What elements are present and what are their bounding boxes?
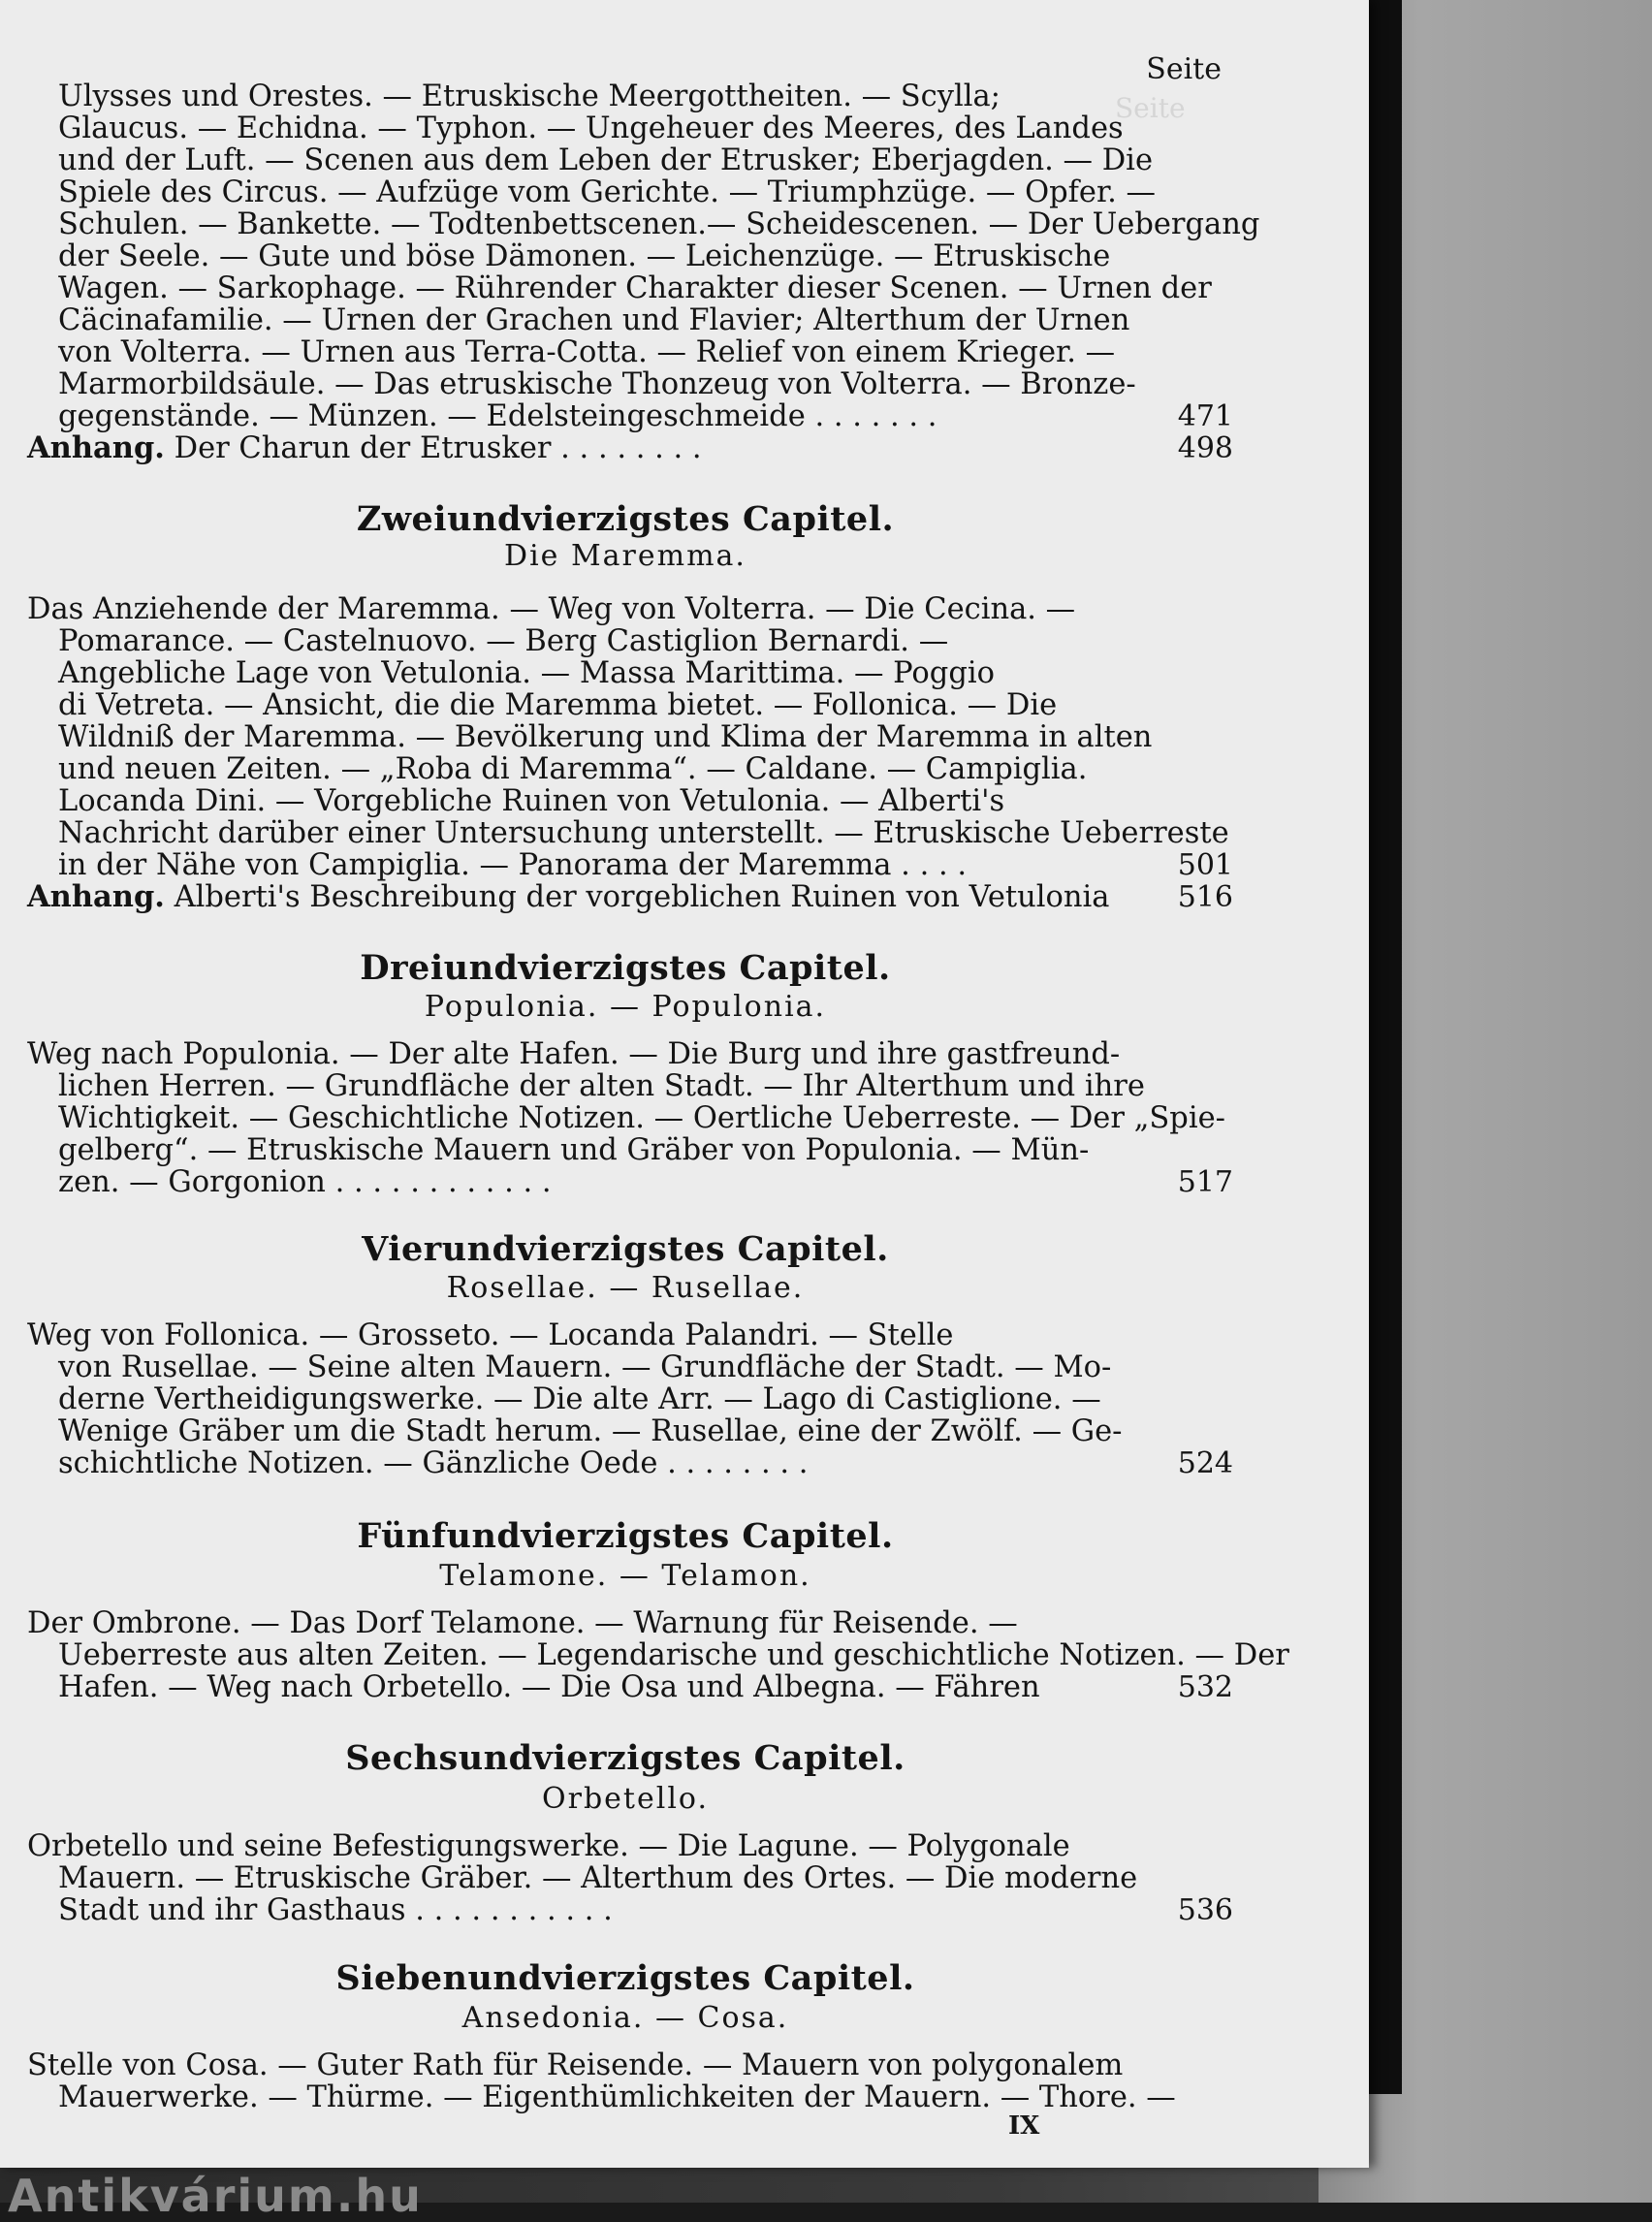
page-number: 517 <box>1177 1165 1233 1199</box>
entry-line: Ueberreste aus alten Zeiten. — Legendarische und geschichtliche Notizen. — Der <box>58 1638 1289 1672</box>
chapter-contents <box>27 2048 1176 2114</box>
entry-line: Cäcinafamilie. — Urnen der Grachen und Flavier; Alterthum der Urnen <box>58 303 1130 337</box>
seite-header: Seite <box>1146 52 1222 86</box>
entry-line: Glaucus. — Echidna. — Typhon. — Ungeheuer des Meeres, des Landes <box>58 111 1124 145</box>
entry-line: Schulen. — Bankette. — Todtenbettscenen.— Scheidescenen. — Der Uebergang <box>58 207 1260 241</box>
entry-line: von Rusellae. — Seine alten Mauern. — Grundfläche der Stadt. — Mo- <box>58 1350 1112 1384</box>
chapter-contents <box>27 1606 1289 1704</box>
entry-line: Hafen. — Weg nach Orbetello. — Die Osa und Albegna. — Fähren 532 <box>58 1670 1233 1704</box>
chapter-title: Dreiundvierzigstes Capitel. <box>360 948 891 988</box>
chapter-subtitle: Rosellae. — Rusellae. <box>446 1271 805 1305</box>
entry-line: Der Ombrone. — Das Dorf Telamone. — Warnung für Reisende. — <box>27 1606 1018 1640</box>
page-number: 536 <box>1177 1893 1233 1927</box>
entry-line: Wenige Gräber um die Stadt herum. — Rusellae, eine der Zwölf. — Ge- <box>58 1414 1123 1448</box>
toc-entry-continued <box>27 79 1260 465</box>
chapter-subtitle: Orbetello. <box>542 1782 709 1816</box>
chapter-title: Sechsundvierzigstes Capitel. <box>345 1738 905 1778</box>
bleed-through: Seite <box>1115 92 1186 124</box>
chapter-title: Siebenundvierzigstes Capitel. <box>335 1958 915 1998</box>
entry-line: derne Vertheidigungswerke. — Die alte Arr. — Lago di Castiglione. — <box>58 1382 1101 1416</box>
chapter-contents <box>27 1037 1233 1199</box>
entry-line: Mauern. — Etruskische Gräber. — Alterthum des Ortes. — Die moderne <box>58 1861 1138 1895</box>
entry-line: gegenstände. — Münzen. — Edelsteingeschmeide . . . . . . . 471 <box>58 399 1233 433</box>
entry-line: gelberg“. — Etruskische Mauern und Gräber von Populonia. — Mün- <box>58 1133 1090 1167</box>
page-number: 516 <box>1177 880 1233 914</box>
entry-line: Weg von Follonica. — Grosseto. — Locanda Palandri. — Stelle <box>27 1318 954 1352</box>
entry-line: schichtliche Notizen. — Gänzliche Oede . . . . . . . . 524 <box>58 1446 1233 1480</box>
entry-line: Marmorbildsäule. — Das etruskische Thonzeug von Volterra. — Bronze- <box>58 367 1136 401</box>
entry-line: von Volterra. — Urnen aus Terra-Cotta. — Relief von einem Krieger. — <box>58 335 1116 369</box>
entry-line: Orbetello und seine Befestigungswerke. — Die Lagune. — Polygonale <box>27 1829 1070 1863</box>
anhang-label: Anhang. <box>27 879 165 914</box>
entry-line: Pomarance. — Castelnuovo. — Berg Castiglion Bernardi. — <box>58 624 949 658</box>
watermark: Antikvárium.hu <box>8 2170 423 2222</box>
entry-line: Stadt und ihr Gasthaus . . . . . . . . . . . 536 <box>58 1893 1233 1927</box>
entry-line: Nachricht darüber einer Untersuchung unterstellt. — Etruskische Ueberreste <box>58 816 1229 850</box>
chapter-subtitle: Telamone. — Telamon. <box>439 1559 811 1593</box>
chapter-contents <box>27 1318 1233 1480</box>
anhang-line: Anhang. Der Charun der Etrusker . . . . . . . . 498 <box>27 430 1233 465</box>
entry-line: Mauerwerke. — Thürme. — Eigenthümlichkeiten der Mauern. — Thore. — <box>58 2080 1176 2114</box>
entry-line: Stelle von Cosa. — Guter Rath für Reisende. — Mauern von polygonalem <box>27 2048 1124 2082</box>
entry-line: Wichtigkeit. — Geschichtliche Notizen. — Oertliche Ueberreste. — Der „Spie- <box>58 1101 1225 1135</box>
entry-line: Spiele des Circus. — Aufzüge vom Gerichte. — Triumphzüge. — Opfer. — <box>58 175 1157 209</box>
roman-page-number: IX <box>1008 2111 1040 2141</box>
entry-line: Ulysses und Orestes. — Etruskische Meergottheiten. — Scylla; <box>58 79 1001 113</box>
anhang-line: Anhang. Alberti's Beschreibung der vorgeblichen Ruinen von Vetulonia 516 <box>27 879 1233 914</box>
entry-line: zen. — Gorgonion . . . . . . . . . . . . 517 <box>58 1165 1233 1199</box>
chapter-contents <box>27 1829 1233 1927</box>
chapter-subtitle: Die Maremma. <box>504 539 747 573</box>
entry-line: Locanda Dini. — Vorgebliche Ruinen von Vetulonia. — Alberti's <box>58 784 1005 818</box>
page-number: 532 <box>1177 1670 1233 1704</box>
entry-line: Das Anziehende der Maremma. — Weg von Volterra. — Die Cecina. — <box>27 592 1076 626</box>
entry-line: Weg nach Populonia. — Der alte Hafen. — Die Burg und ihre gastfreund- <box>27 1037 1121 1071</box>
page-number: 471 <box>1177 399 1233 433</box>
chapter-title: Fünfundvierzigstes Capitel. <box>357 1516 894 1556</box>
entry-line: di Vetreta. — Ansicht, die die Maremma bietet. — Follonica. — Die <box>58 688 1058 722</box>
chapter-subtitle: Ansedonia. — Cosa. <box>461 2001 789 2035</box>
entry-line: Wildniß der Maremma. — Bevölkerung und Klima der Maremma in alten <box>58 720 1153 754</box>
entry-line: und neuen Zeiten. — „Roba di Maremma“. — Caldane. — Campiglia. <box>58 752 1088 786</box>
anhang-label: Anhang. <box>27 430 165 465</box>
entry-line: und der Luft. — Scenen aus dem Leben der Etrusker; Eberjagden. — Die <box>58 143 1153 177</box>
entry-line: in der Nähe von Campiglia. — Panorama der Maremma . . . . 501 <box>58 848 1233 882</box>
entry-line: lichen Herren. — Grundfläche der alten Stadt. — Ihr Alterthum und ihre <box>58 1069 1145 1103</box>
chapter-title: Zweiundvierzigstes Capitel. <box>356 499 895 539</box>
page-number: 501 <box>1177 848 1233 882</box>
page-number: 524 <box>1177 1446 1233 1480</box>
entry-line: Wagen. — Sarkophage. — Rührender Charakter dieser Scenen. — Urnen der <box>58 271 1212 305</box>
entry-line: Angebliche Lage von Vetulonia. — Massa Marittima. — Poggio <box>58 656 995 690</box>
entry-line: der Seele. — Gute und böse Dämonen. — Leichenzüge. — Etruskische <box>58 239 1111 273</box>
page-number: 498 <box>1177 431 1233 465</box>
page-edge-shadow <box>1369 0 1402 2094</box>
chapter-title: Vierundvierzigstes Capitel. <box>362 1229 889 1269</box>
chapter-subtitle: Populonia. — Populonia. <box>424 990 827 1024</box>
chapter-contents <box>27 592 1233 914</box>
